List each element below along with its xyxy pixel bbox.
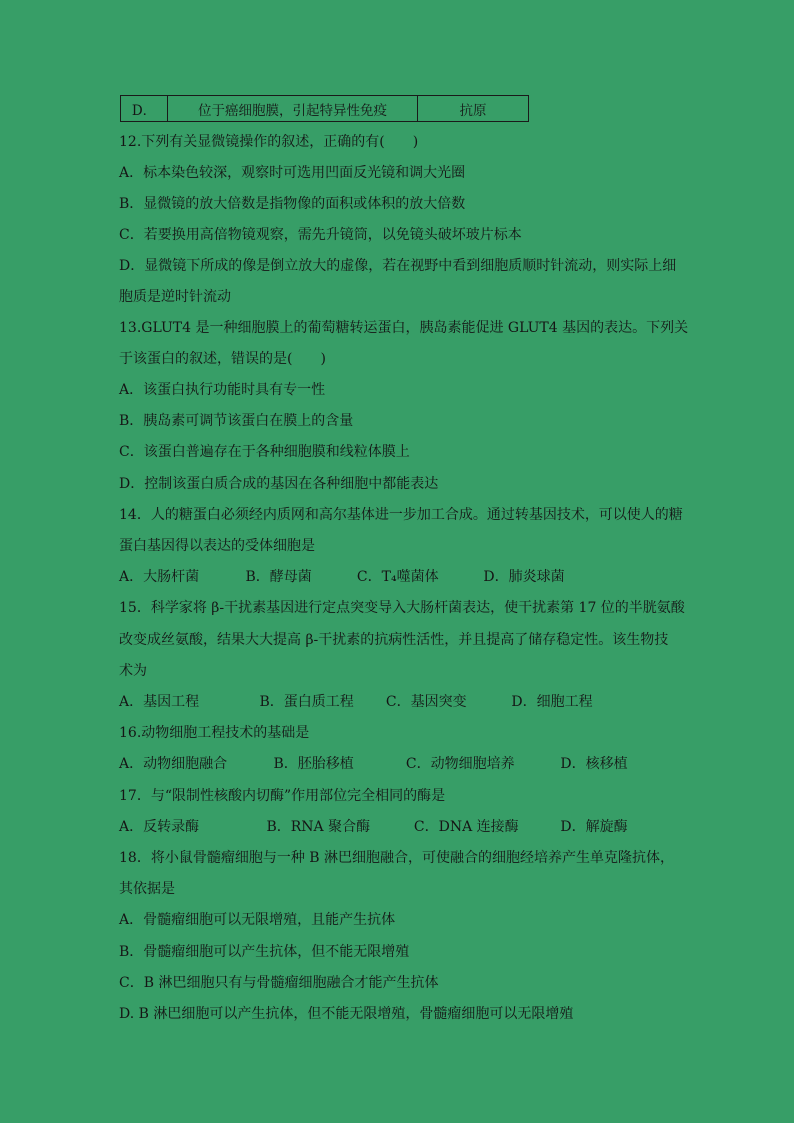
q16-option-b: B．胚胎移植 <box>273 756 354 772</box>
q12-option-c: C．若要换用高倍物镜观察，需先升镜筒，以免镜头破坏玻片标本 <box>119 227 522 243</box>
q13-option-c: C．该蛋白普遍存在于各种细胞膜和线粒体膜上 <box>119 444 410 460</box>
q13-option-d: D．控制该蛋白质合成的基因在各种细胞中都能表达 <box>119 476 439 492</box>
q16-option-a: A．动物细胞融合 <box>119 756 228 772</box>
q18-stem-cont: 其依据是 <box>119 881 175 897</box>
q17-option-b: B．RNA 聚合酶 <box>266 819 371 835</box>
q14-stem-cont: 蛋白基因得以表达的受体细胞是 <box>119 538 315 554</box>
q13-option-b: B．胰岛素可调节该蛋白在膜上的含量 <box>119 413 354 429</box>
q18-option-a: A．骨髓瘤细胞可以无限增殖，且能产生抗体 <box>119 912 396 928</box>
table-cell-answer: 抗原 <box>418 96 529 122</box>
q18-option-d: D. B 淋巴细胞可以产生抗体，但不能无限增殖，骨髓瘤细胞可以无限增殖 <box>119 1006 574 1022</box>
q12-stem: 12.下列有关显微镜操作的叙述，正确的有( ) <box>119 134 419 150</box>
q17-options <box>119 817 628 837</box>
q16-options <box>119 754 628 774</box>
q18-option-c: C．B 淋巴细胞只有与骨髓瘤细胞融合才能产生抗体 <box>119 975 439 991</box>
table-row <box>121 96 529 122</box>
table-cell-desc: 位于癌细胞膜，引起特异性免疫 <box>168 96 418 122</box>
q14-option-a: A．大肠杆菌 <box>119 569 200 585</box>
q16-option-d: D．核移植 <box>560 756 628 772</box>
q18-option-b: B．骨髓瘤细胞可以产生抗体，但不能无限增殖 <box>119 944 410 960</box>
q13-option-a: A．该蛋白执行功能时具有专一性 <box>119 382 326 398</box>
q15-options <box>119 692 593 712</box>
q17-option-a: A．反转录酶 <box>119 819 200 835</box>
q12-option-d-cont: 胞质是逆时针流动 <box>119 289 231 305</box>
q13-stem-cont: 于该蛋白的叙述，错误的是( ) <box>119 351 326 367</box>
q12-option-a: A．标本染色较深，观察时可选用凹面反光镜和调大光圈 <box>119 165 466 181</box>
q14-stem: 14．人的糖蛋白必须经内质网和高尔基体进一步加工合成。通过转基因技术，可以使人的糖 <box>119 507 683 523</box>
q12-option-d: D．显微镜下所成的像是倒立放大的虚像，若在视野中看到细胞质顺时针流动，则实际上细 <box>119 258 677 274</box>
q16-stem: 16.动物细胞工程技术的基础是 <box>119 725 310 741</box>
q14-options <box>119 567 565 587</box>
q14-option-b: B．酵母菌 <box>245 569 312 585</box>
q15-stem-cont2: 术为 <box>119 663 147 679</box>
q14-option-c: C．T₄噬菌体 <box>356 569 439 585</box>
q13-stem: 13.GLUT4 是一种细胞膜上的葡萄糖转运蛋白，胰岛素能促进 GLUT4 基因的表达。下列关 <box>119 320 689 336</box>
q15-stem-cont: 改变成丝氨酸，结果大大提高 β-干扰素的抗病性活性，并且提高了储存稳定性。该生物技 <box>119 632 669 648</box>
q17-stem: 17．与“限制性核酸内切酶”作用部位完全相同的酶是 <box>119 788 446 804</box>
q17-option-d: D．解旋酶 <box>560 819 628 835</box>
q15-option-c: C．基因突变 <box>385 694 467 710</box>
q16-option-c: C．动物细胞培养 <box>405 756 515 772</box>
q15-option-a: A．基因工程 <box>119 694 200 710</box>
q15-option-d: D．细胞工程 <box>511 694 593 710</box>
answer-table <box>120 95 529 122</box>
q12-option-b: B．显微镜的放大倍数是指物像的面积或体积的放大倍数 <box>119 196 466 212</box>
q17-option-c: C．DNA 连接酶 <box>413 819 519 835</box>
q18-stem: 18．将小鼠骨髓瘤细胞与一种 B 淋巴细胞融合，可使融合的细胞经培养产生单克隆抗体， <box>119 850 675 866</box>
table-cell-letter: D． <box>121 96 168 122</box>
q14-option-d: D．肺炎球菌 <box>483 569 565 585</box>
q15-option-b: B．蛋白质工程 <box>259 694 354 710</box>
q15-stem: 15．科学家将 β-干扰素基因进行定点突变导入大肠杆菌表达，使干扰素第 17 位的半胱氨酸 <box>119 600 685 616</box>
